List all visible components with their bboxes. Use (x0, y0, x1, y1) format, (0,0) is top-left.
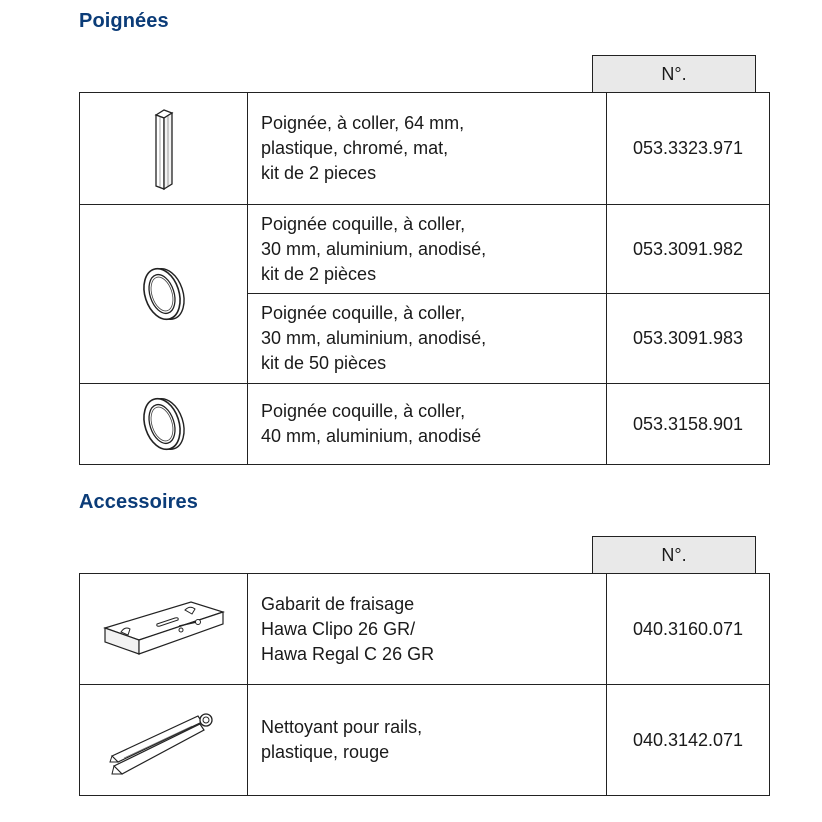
product-image-cell (80, 93, 248, 205)
description-line: kit de 2 pieces (261, 163, 377, 183)
description-line: Poignée coquille, à coller, (261, 213, 466, 234)
product-number: 053.3091.983 (607, 294, 770, 384)
description-line: kit de 2 pièces (261, 263, 377, 284)
table-accessoires (79, 536, 755, 796)
description-line: Hawa Regal C 26 GR (261, 643, 435, 664)
table-poignees (79, 55, 755, 465)
product-description (248, 205, 607, 294)
bar-handle-icon (144, 107, 184, 191)
table-row (80, 93, 770, 205)
description-line: plastique, chromé, mat, (261, 138, 449, 158)
table-row (80, 574, 770, 685)
description-line: 40 mm, aluminium, anodisé (261, 426, 482, 446)
product-number: 040.3142.071 (607, 685, 770, 796)
description-line: Gabarit de fraisage (261, 593, 415, 614)
table-row (80, 685, 770, 796)
description-line: Nettoyant pour rails, (261, 717, 423, 737)
description-line: 30 mm, aluminium, anodisé, (261, 328, 487, 348)
product-description (248, 574, 607, 685)
ring-handle-icon (137, 262, 191, 326)
product-description (248, 93, 607, 205)
product-number: 053.3323.971 (607, 93, 770, 205)
product-description (248, 685, 607, 796)
description-line: Poignée coquille, à coller, (261, 401, 466, 421)
table-header-row (79, 55, 755, 92)
ring-handle-icon (137, 392, 191, 456)
description-line: 30 mm, aluminium, anodisé, (261, 238, 487, 259)
product-number: 040.3160.071 (607, 574, 770, 685)
section-title-poignees: Poignées (79, 10, 169, 32)
product-image-cell (80, 574, 248, 685)
description-line: Poignée coquille, à coller, (261, 303, 466, 323)
description-line: kit de 50 pièces (261, 353, 387, 373)
milling-jig-icon (99, 594, 229, 664)
description-line: Poignée, à coller, 64 mm, (261, 113, 465, 133)
table-header-row (79, 536, 755, 573)
table-row (80, 205, 770, 294)
product-number: 053.3091.982 (607, 205, 770, 294)
rail-cleaner-icon (104, 700, 224, 780)
table-row (80, 384, 770, 465)
description-line: plastique, rouge (261, 742, 390, 762)
product-image-cell (80, 205, 248, 384)
product-description (248, 294, 607, 384)
product-number: 053.3158.901 (607, 384, 770, 465)
product-image-cell (80, 685, 248, 796)
description-line: Hawa Clipo 26 GR/ (261, 618, 416, 639)
number-column-header: N°. (592, 536, 756, 573)
number-column-header: N°. (592, 55, 756, 92)
product-image-cell (80, 384, 248, 465)
product-description (248, 384, 607, 465)
section-title-accessoires: Accessoires (79, 491, 198, 513)
